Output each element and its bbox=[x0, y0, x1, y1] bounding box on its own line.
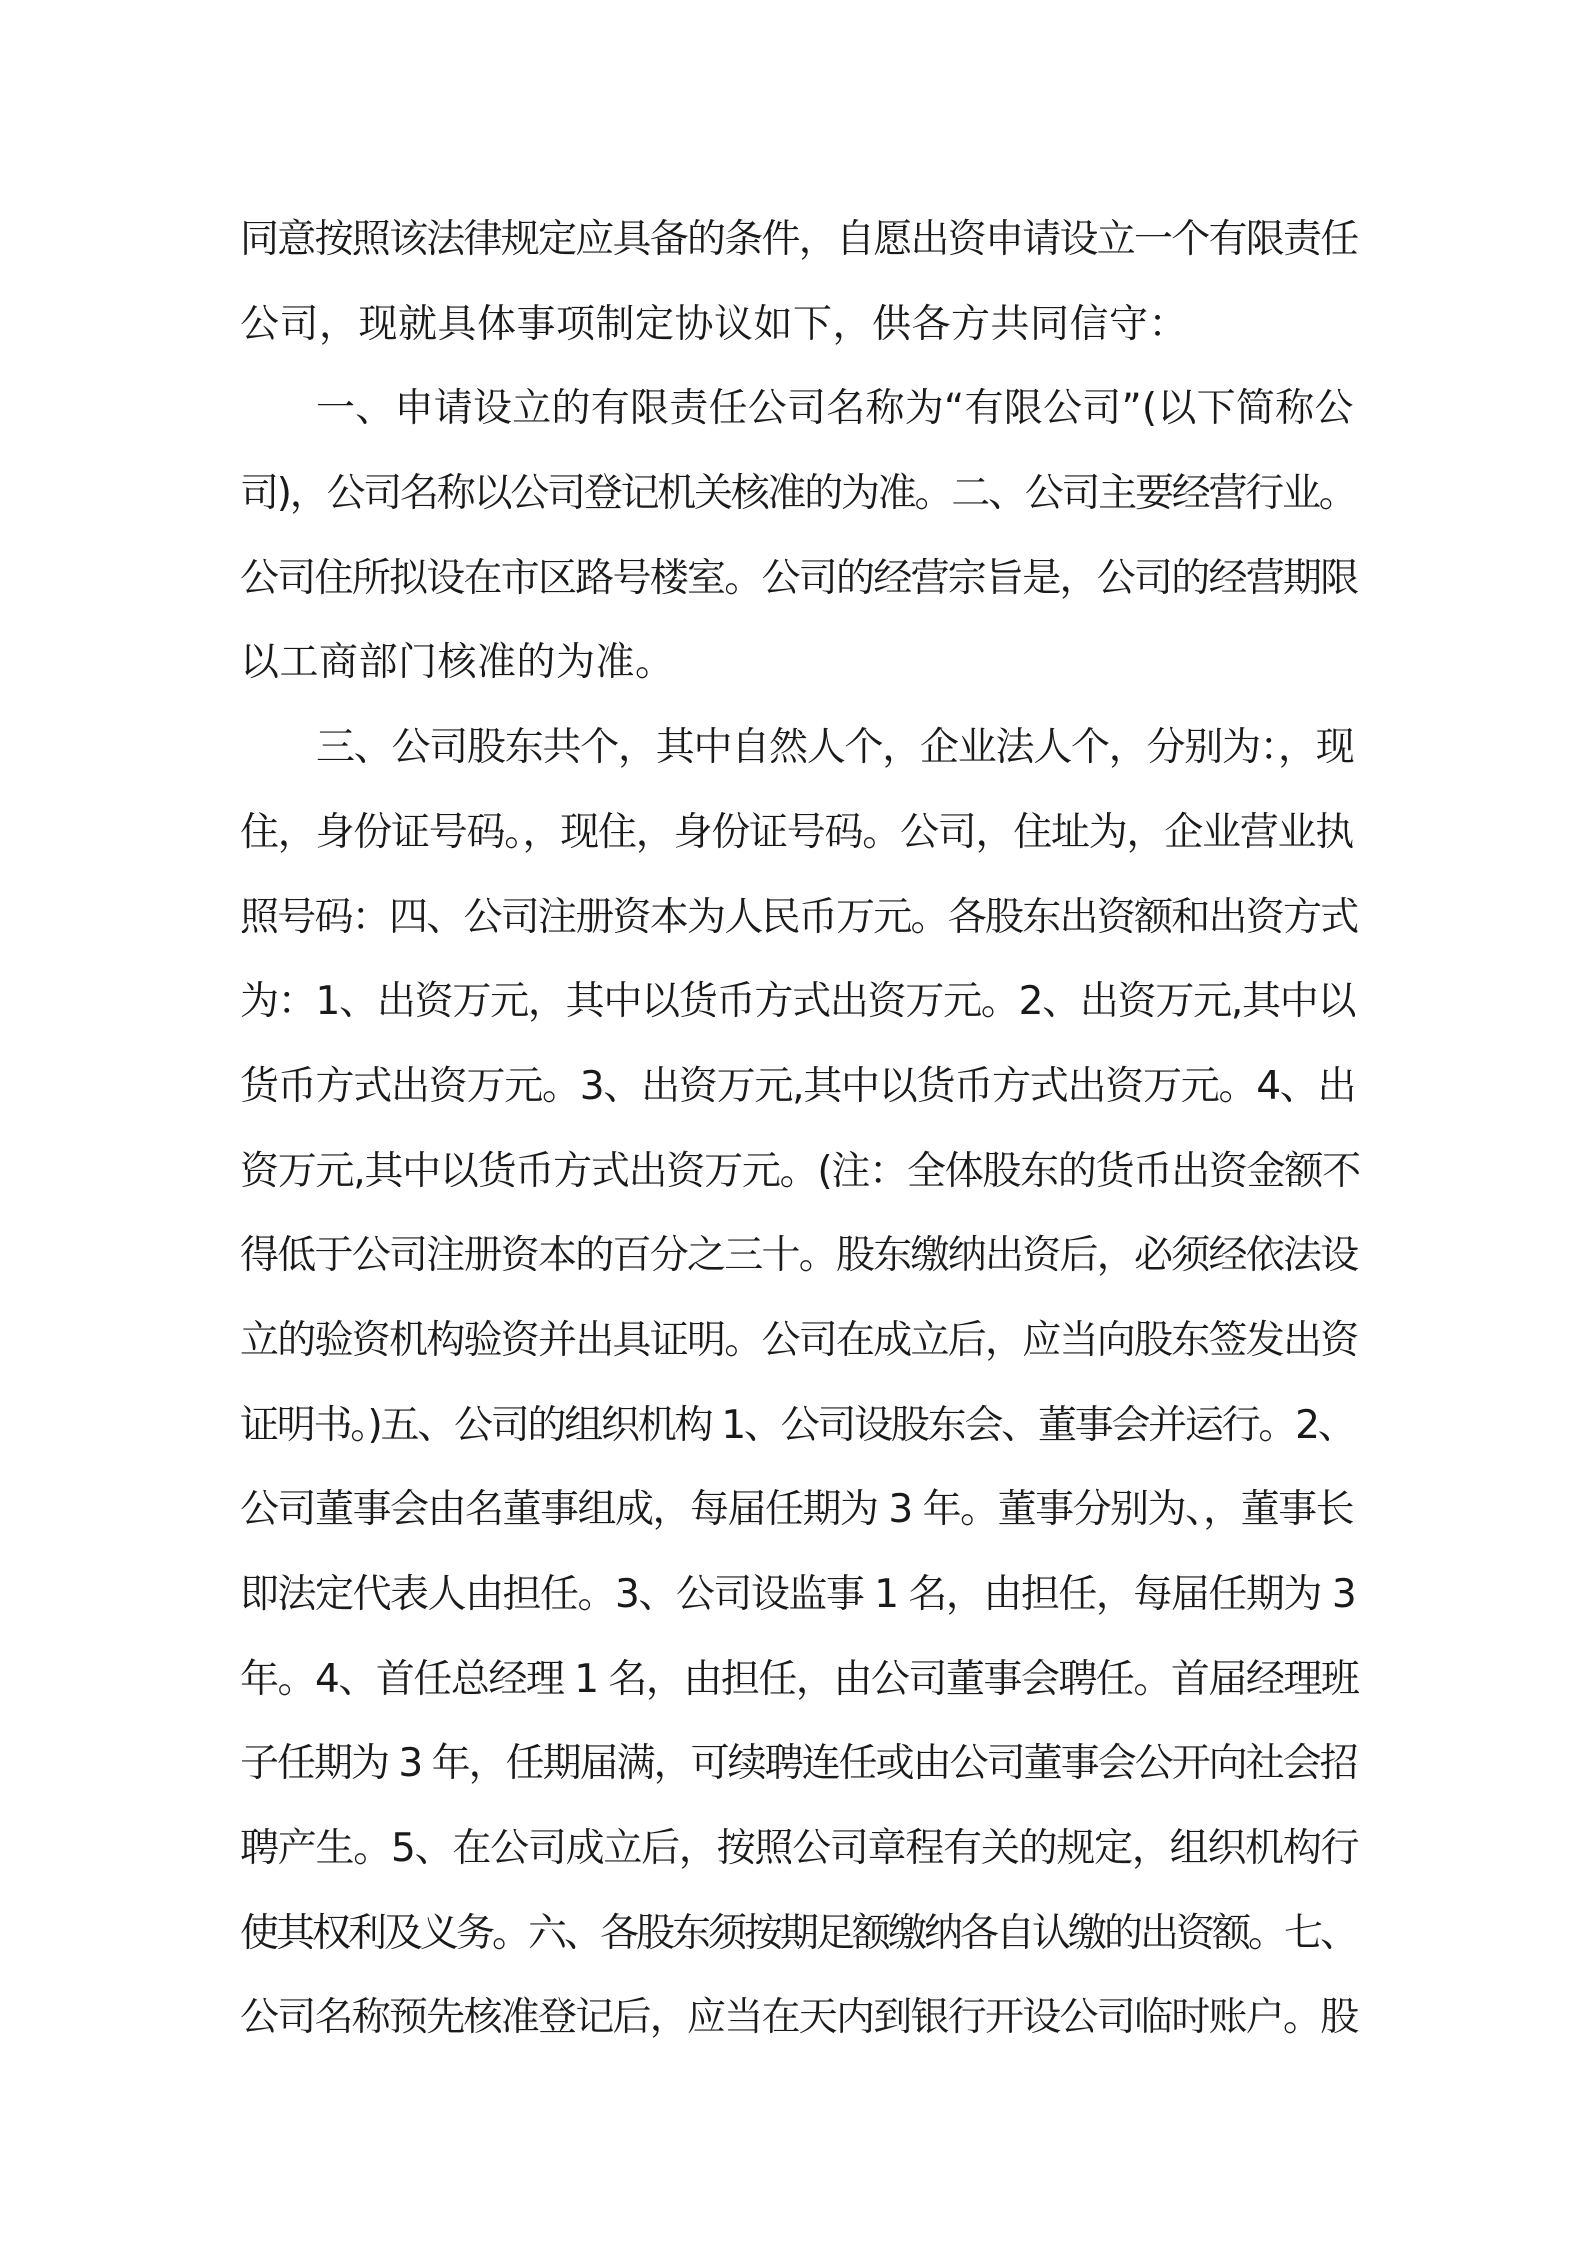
text-line: 即法定代表人由担任。3、公司设监事 1 名，由担任，每届任期为 3 bbox=[240, 1572, 1356, 1617]
text-line: 为：1、出资万元，其中以货币方式出资万元。2、出资万元,其中以 bbox=[240, 979, 1356, 1025]
text-line: 证明书。)五、公司的组织机构 1、公司设股东会、董事会并运行。2、 bbox=[240, 1402, 1355, 1448]
text-line: 年。4、首任总经理 1 名，由担任，由公司董事会聘任。首届经理班 bbox=[240, 1656, 1359, 1702]
text-line: 公司住所拟设在市区路号楼室。公司的经营宗旨是，公司的经营期限 bbox=[240, 555, 1358, 601]
text-line: 公司，现就具体事项制定协议如下，供各方共同信守： bbox=[240, 301, 1189, 347]
text-line: 使其权利及义务。六、各股东须按期足额缴纳各自认缴的出资额。七、 bbox=[240, 1910, 1357, 1956]
text-line: 得低于公司注册资本的百分之三十。股东缴纳出资后，必须经依法设 bbox=[240, 1233, 1358, 1279]
text-line: 聘产生。5、在公司成立后，按照公司章程有关的规定，组织机构行 bbox=[240, 1826, 1359, 1872]
text-line: 子任期为 3 年，任期届满，可续聘连任或由公司董事会公开向社会招 bbox=[240, 1741, 1357, 1787]
text-line: 住，身份证号码。，现住，身份证号码。公司，住址为，企业营业执 bbox=[240, 809, 1354, 855]
text-line: 照号码：四、公司注册资本为人民币万元。各股东出资额和出资方式 bbox=[240, 894, 1358, 940]
text-line: 以工商部门核准的为准。 bbox=[240, 640, 675, 686]
text-line: 公司名称预先核准登记后，应当在天内到银行开设公司临时账户。股 bbox=[240, 1995, 1358, 2041]
text-line: 司)，公司名称以公司登记机关核准的为准。二、公司主要经营行业。 bbox=[240, 471, 1356, 517]
text-line: 公司董事会由名董事组成，每届任期为 3 年。董事分别为、，董事长 bbox=[240, 1487, 1354, 1533]
text-line: 同意按照该法律规定应具备的条件，自愿出资申请设立一个有限责任 bbox=[240, 217, 1358, 262]
text-line: 货币方式出资万元。3、出资万元,其中以货币方式出资万元。4、出 bbox=[240, 1063, 1356, 1109]
text-line: 三、公司股东共个，其中自然人个，企业法人个，分别为：，现 bbox=[316, 725, 1354, 771]
text-line: 一、申请设立的有限责任公司名称为“有限公司”(以下简称公 bbox=[316, 386, 1354, 432]
text-line: 立的验资机构验资并出具证明。公司在成立后，应当向股东签发出资 bbox=[240, 1317, 1358, 1363]
document-body bbox=[240, 198, 1360, 2061]
text-line: 资万元,其中以货币方式出资万元。(注：全体股东的货币出资金额不 bbox=[240, 1148, 1360, 1194]
